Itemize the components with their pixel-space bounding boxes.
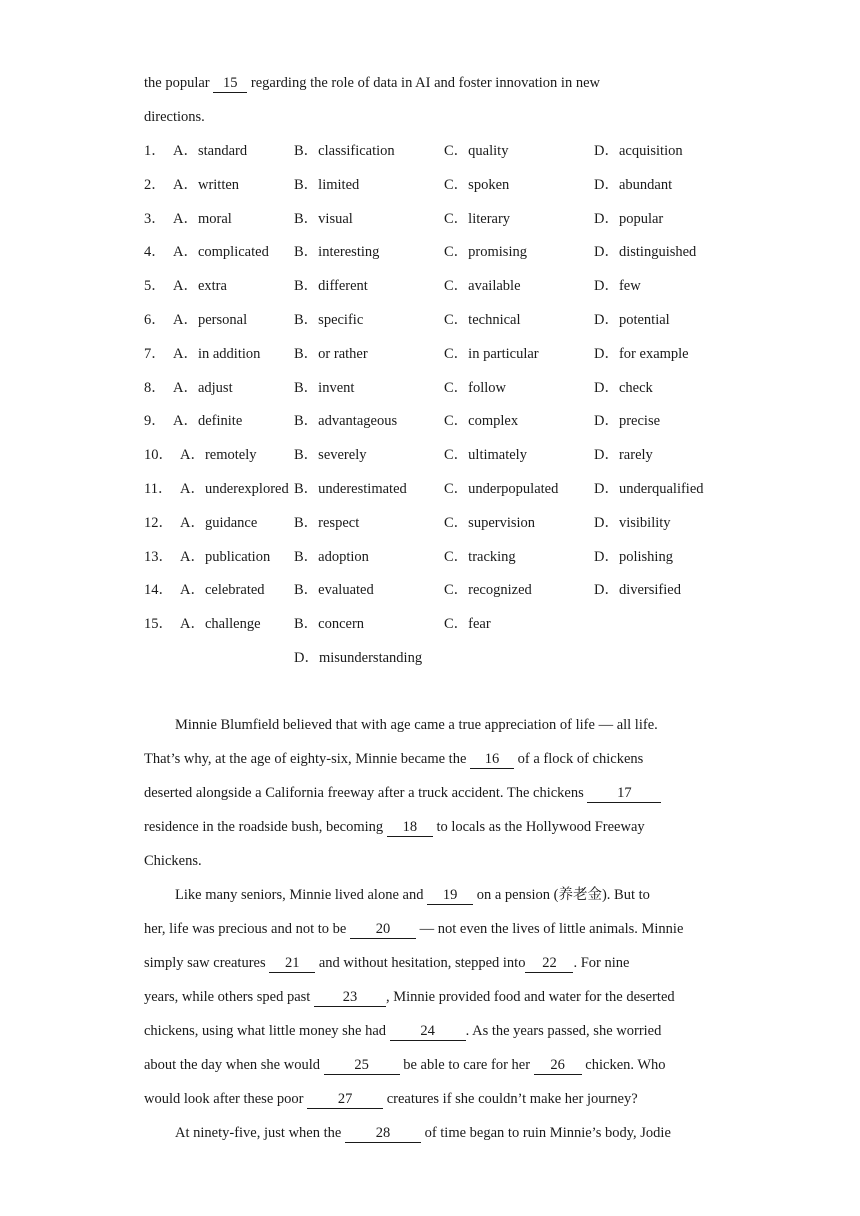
question-number: 13． [144,549,173,565]
option-d: D．potential [594,312,670,328]
text-segment: chicken. Who [581,1057,666,1073]
option-row [144,445,764,465]
option-d: D．distinguished [594,244,697,260]
option-b: B．or rather [294,346,368,362]
option-c: C．underpopulated [444,481,559,497]
blank-19: 19 [427,887,473,905]
text-segment: and without hesitation, stepped into [315,955,526,971]
passage-line: Minnie Blumfield believed that with age came a true appreciation of life — all life. [175,717,658,733]
option-c: C．available [444,278,521,294]
passage-line [144,817,645,837]
option-a: A．written [173,177,240,193]
passage-line [175,1123,671,1143]
option-c: C．promising [444,244,527,260]
option-a: A．underexplored [180,481,289,497]
option-a: A．guidance [180,515,258,531]
text-segment: . As the years passed, she worried [465,1023,662,1039]
option-row [144,175,764,195]
blank-27: 27 [307,1091,383,1109]
option-b: B．evaluated [294,582,374,598]
passage-line: Chickens. [144,853,202,869]
option-row [144,411,764,431]
option-a: A．definite [173,413,243,429]
text-segment: , Minnie provided food and water for the deserted [385,989,675,1005]
question-number: 9． [144,413,166,429]
intro-line-2: directions. [144,109,205,125]
text-segment: be able to care for her [399,1057,534,1073]
text-segment: residence in the roadside bush, becoming [144,819,387,835]
passage-line [144,1089,638,1109]
text-segment: — not even the lives of little animals. Minnie [415,921,684,937]
option-b: B．limited [294,177,360,193]
question-number: 12． [144,515,173,531]
option-a: A．complicated [173,244,269,260]
option-c: C．quality [444,143,509,159]
option-row [144,479,764,499]
question-number: 6． [144,312,166,328]
option-a: A．standard [173,143,248,159]
option-a: A．publication [180,549,271,565]
option-d: D．misunderstanding [294,650,423,666]
option-c: C．follow [444,380,507,396]
option-c: C．ultimately [444,447,527,463]
blank-28: 28 [345,1125,421,1143]
intro-line-1 [144,73,600,93]
option-a: A．remotely [180,447,257,463]
text-segment: of a flock of chickens [514,751,644,767]
blank-18: 18 [387,819,433,837]
option-row [144,209,764,229]
blank-21: 21 [269,955,315,973]
question-number: 4． [144,244,166,260]
blank-17: 17 [587,785,661,803]
text-segment: That’s why, at the age of eighty-six, Minnie became the [144,751,471,767]
option-d: D．visibility [594,515,671,531]
option-c: C．fear [444,616,491,632]
option-b: B．different [294,278,368,294]
question-number: 1． [144,143,166,159]
option-b: B．underestimated [294,481,407,497]
text-segment: her, life was precious and not to be [144,921,350,937]
passage-line [144,1021,661,1041]
passage-line [175,885,650,905]
option-b: B．concern [294,616,365,632]
question-number: 7． [144,346,166,362]
blank-24: 24 [390,1023,466,1041]
text-segment: . For nine [573,955,630,971]
text-segment: to locals as the Hollywood Freeway [432,819,645,835]
passage-line [144,953,629,973]
option-a: A．adjust [173,380,233,396]
blank-22: 22 [525,955,573,973]
option-c: C．technical [444,312,521,328]
text-segment: Like many seniors, Minnie lived alone and [175,887,428,903]
text-segment: simply saw creatures [144,955,270,971]
option-d: D．precise [594,413,661,429]
option-b: B．interesting [294,244,380,260]
option-d: D．rarely [594,447,653,463]
text-segment: of time began to ruin Minnie’s body, Jodie [420,1125,671,1141]
blank-25: 25 [324,1057,400,1075]
option-a: A．in addition [173,346,261,362]
text-segment: on a pension (养老金). But to [473,887,650,903]
question-number: 14． [144,582,173,598]
option-row [144,378,764,398]
question-number: 3． [144,211,166,227]
option-c: C．spoken [444,177,510,193]
option-row [144,242,764,262]
text-segment: would look after these poor [144,1091,308,1107]
option-d: D．few [594,278,641,294]
option-row [144,310,764,330]
option-b: B．respect [294,515,360,531]
text-segment: deserted alongside a California freeway after a truck accident. The chickens [144,785,588,801]
text-segment: years, while others sped past [144,989,314,1005]
option-a: A．celebrated [180,582,265,598]
option-b: B．advantageous [294,413,398,429]
passage-line [144,1055,666,1075]
option-d: D．acquisition [594,143,683,159]
option-a: A．extra [173,278,227,294]
blank-15: 15 [213,75,247,93]
option-d: D．underqualified [594,481,704,497]
option-row [144,141,764,161]
option-b: B．visual [294,211,353,227]
option-c: C．in particular [444,346,539,362]
option-c: C．tracking [444,549,516,565]
blank-16: 16 [470,751,514,769]
option-a: A．challenge [180,616,261,632]
option-a: A．moral [173,211,232,227]
option-a: A．personal [173,312,248,328]
passage-line [144,919,683,939]
question-number: 15． [144,616,173,632]
passage-line [144,749,643,769]
text-segment: chickens, using what little money she had [144,1023,390,1039]
text-segment: about the day when she would [144,1057,324,1073]
option-b: B．adoption [294,549,369,565]
question-number: 8． [144,380,166,396]
option-row [144,276,764,296]
passage-line [144,783,661,803]
option-d: D．for example [594,346,689,362]
blank-20: 20 [350,921,416,939]
option-b: B．specific [294,312,364,328]
option-row [144,547,764,567]
option-d: D．diversified [594,582,681,598]
option-d: D．popular [594,211,664,227]
option-c: C．complex [444,413,519,429]
text-segment: regarding the role of data in AI and foster innovation in new [247,75,600,91]
passage-line [144,987,675,1007]
option-c: C．supervision [444,515,536,531]
option-b: B．invent [294,380,355,396]
option-b: B．classification [294,143,395,159]
option-row [144,513,764,533]
option-b: B．severely [294,447,367,463]
option-d: D．abundant [594,177,673,193]
option-row [144,614,764,666]
text-segment: At ninety-five, just when the [175,1125,345,1141]
question-number: 10． [144,447,173,463]
option-d: D．polishing [594,549,673,565]
text-segment: the popular [144,75,214,91]
option-c: C．literary [444,211,511,227]
blank-23: 23 [314,989,386,1007]
question-number: 5． [144,278,166,294]
option-d: D．check [594,380,653,396]
blank-26: 26 [534,1057,582,1075]
option-c: C．recognized [444,582,532,598]
option-row [144,580,764,600]
question-number: 2． [144,177,166,193]
text-segment: creatures if she couldn’t make her journey? [383,1091,638,1107]
question-number: 11． [144,481,173,497]
option-row [144,344,764,364]
